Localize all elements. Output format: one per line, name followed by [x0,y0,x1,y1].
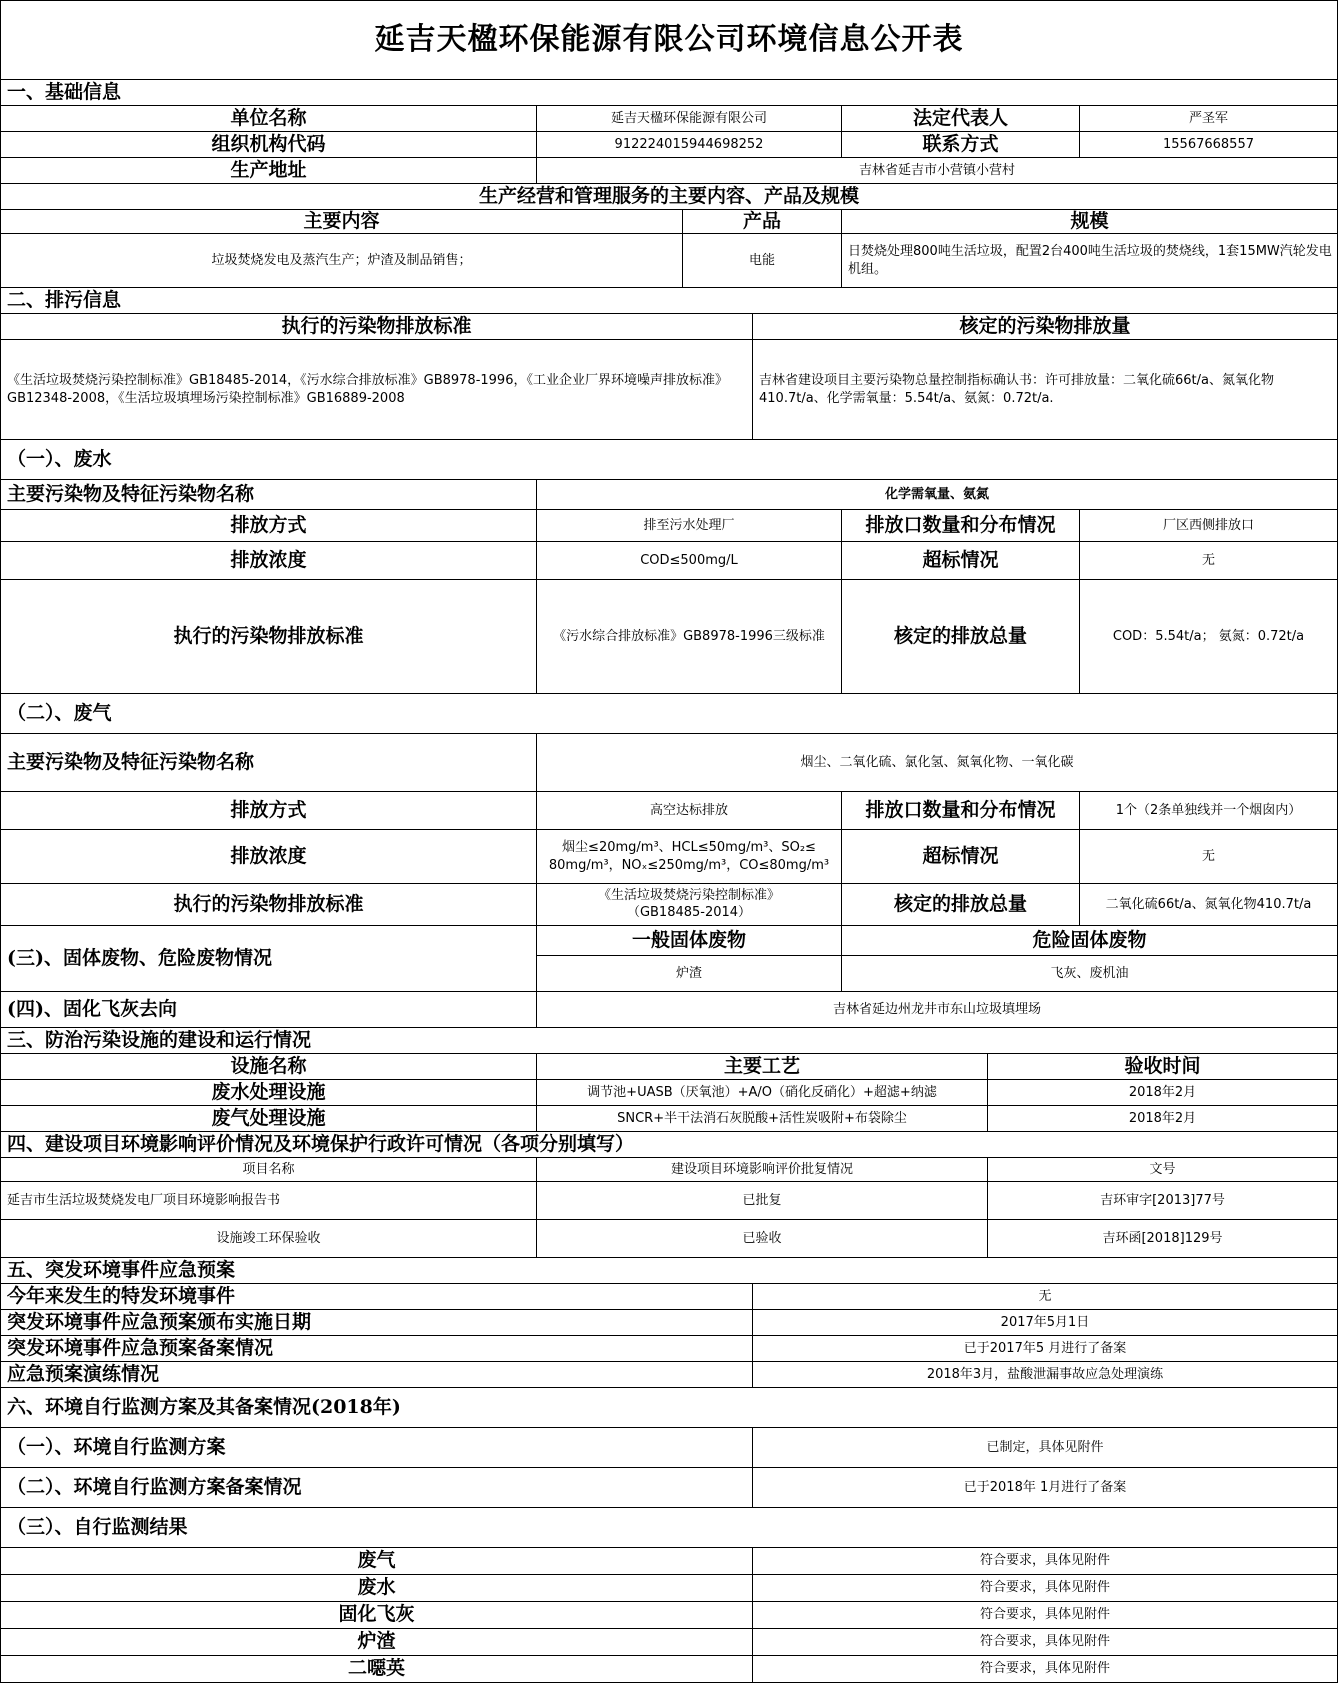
emission-std-label: 执行的污染物排放标准 [0,314,753,340]
wg-conc-value [537,830,842,884]
col-approval-status: 建设项目环境影响评价批复情况 [537,1158,988,1182]
section-basic-info: 一、基础信息 [0,80,1338,106]
emergency-label: 今年来发生的特发环境事件 [0,1284,753,1310]
emergency-label: 应急预案演练情况 [0,1362,753,1388]
section-emission-info: 二、排污信息 [0,288,1338,314]
wg-std-label: 执行的污染物排放标准 [0,884,537,926]
ww-std-label: 执行的污染物排放标准 [0,580,537,694]
col-main-content: 主要内容 [0,210,683,234]
result-label: 固化飞灰 [0,1602,753,1629]
emergency-label: 突发环境事件应急预案颁布实施日期 [0,1310,753,1336]
emergency-value: 2018年3月，盐酸泄漏事故应急处理演练 [753,1362,1338,1388]
wg-std-value [537,884,842,926]
result-label: 炉渣 [0,1629,753,1656]
contact-label: 联系方式 [842,132,1080,158]
hazard-waste-value: 飞灰、废机油 [842,956,1338,992]
facility-time: 2018年2月 [988,1106,1338,1132]
wg-pollutant-label: 主要污染物及特征污染物名称 [0,734,537,792]
ww-pollutant-value: 化学需氧量、氨氮 [537,480,1338,510]
eia-doc: 吉环函[2018]129号 [988,1220,1338,1258]
section-emergency: 五、突发环境事件应急预案 [0,1258,1338,1284]
wg-method-value: 高空达标排放 [537,792,842,830]
waste-gas-heading: （二）、废气 [0,694,1338,734]
result-value: 符合要求，具体见附件 [753,1629,1338,1656]
monitoring-filing-value: 已于2018年 1月进行了备案 [753,1468,1338,1508]
wg-std-line1: 《生活垃圾焚烧污染控制标准》 [597,888,780,904]
hazard-waste-label: 危险固体废物 [842,926,1338,956]
general-waste-label: 一般固体废物 [537,926,842,956]
eia-status: 已验收 [537,1220,988,1258]
wg-outlet-label: 排放口数量和分布情况 [842,792,1080,830]
wastewater-heading: （一）、废水 [0,440,1338,480]
product-value: 电能 [683,234,842,288]
col-document-no: 文号 [988,1158,1338,1182]
col-main-process: 主要工艺 [537,1054,988,1080]
emission-quota-value: 吉林省建设项目主要污染物总量控制指标确认书：许可排放量：二氧化硫66t/a、氮氧化物410.7t/a、化学需氧量：5.54t/a、氨氮：0.72t/a. [753,340,1338,440]
col-acceptance-time: 验收时间 [988,1054,1338,1080]
ww-conc-value: COD≤500mg/L [537,542,842,580]
eia-project: 延吉市生活垃圾焚烧发电厂项目环境影响报告书 [0,1182,537,1220]
ww-exceed-label: 超标情况 [842,542,1080,580]
col-facility-name: 设施名称 [0,1054,537,1080]
eia-project: 设施竣工环保验收 [0,1220,537,1258]
wg-total-value: 二氧化硫66t/a、氮氧化物410.7t/a [1080,884,1338,926]
wg-conc-line2: 80mg/m³，NOₓ≤250mg/m³，CO≤80mg/m³ [548,857,830,873]
monitoring-plan-value: 已制定，具体见附件 [753,1428,1338,1468]
result-value: 符合要求，具体见附件 [753,1602,1338,1629]
result-label: 废气 [0,1548,753,1575]
col-scale: 规模 [842,210,1338,234]
ww-outlet-value: 厂区西侧排放口 [1080,510,1338,542]
solid-waste-heading: (三)、固体废物、危险废物情况 [0,926,537,992]
legal-rep-value: 严圣军 [1080,106,1338,132]
facility-process: 调节池+UASB（厌氧池）+A/O（硝化反硝化）+超滤+纳滤 [537,1080,988,1106]
eia-status: 已批复 [537,1182,988,1220]
col-product: 产品 [683,210,842,234]
result-label: 废水 [0,1575,753,1602]
wg-conc-line1: 烟尘≤20mg/m³、HCL≤50mg/m³、SO₂≤ [562,839,816,855]
wg-exceed-value: 无 [1080,830,1338,884]
ww-exceed-value: 无 [1080,542,1338,580]
ww-method-label: 排放方式 [0,510,537,542]
facility-time: 2018年2月 [988,1080,1338,1106]
section-eia: 四、建设项目环境影响评价情况及环境保护行政许可情况（各项分别填写） [0,1132,1338,1158]
section-monitoring: 六、环境自行监测方案及其备案情况(2018年) [0,1388,1338,1428]
emergency-value: 已于2017年5 月进行了备案 [753,1336,1338,1362]
scale-value: 日焚烧处理800吨生活垃圾，配置2台400吨生活垃圾的焚烧线，1套15MW汽轮发电机组。 [842,234,1338,288]
emergency-value: 2017年5月1日 [753,1310,1338,1336]
monitoring-plan-label: （一）、环境自行监测方案 [0,1428,753,1468]
result-value: 符合要求，具体见附件 [753,1656,1338,1683]
ww-total-label: 核定的排放总量 [842,580,1080,694]
result-label: 二噁英 [0,1656,753,1683]
section-facilities: 三、防治污染设施的建设和运行情况 [0,1028,1338,1054]
wg-pollutant-value: 烟尘、二氧化硫、氯化氢、氮氧化物、一氧化碳 [537,734,1338,792]
facility-name: 废水处理设施 [0,1080,537,1106]
eia-doc: 吉环审字[2013]77号 [988,1182,1338,1220]
ww-total-value: COD：5.54t/a； 氨氮：0.72t/a [1080,580,1338,694]
contact-value: 15567668557 [1080,132,1338,158]
emission-quota-label: 核定的污染物排放量 [753,314,1338,340]
main-content-value: 垃圾焚烧发电及蒸汽生产；炉渣及制品销售； [0,234,683,288]
fly-ash-heading: (四)、固化飞灰去向 [0,992,537,1028]
wg-method-label: 排放方式 [0,792,537,830]
legal-rep-label: 法定代表人 [842,106,1080,132]
org-code-value: 912224015944698252 [537,132,842,158]
ww-method-value: 排至污水处理厂 [537,510,842,542]
col-project-name: 项目名称 [0,1158,537,1182]
emission-std-value: 《生活垃圾焚烧污染控制标准》GB18485-2014，《污水综合排放标准》GB8978-1996，《工业企业厂界环境噪声排放标准》GB12348-2008，《生活垃圾填埋场污染控制标准》GB16889-2008 [0,340,753,440]
wg-outlet-value: 1个（2条单独线并一个烟囱内） [1080,792,1338,830]
ww-pollutant-label: 主要污染物及特征污染物名称 [0,480,537,510]
wg-total-label: 核定的排放总量 [842,884,1080,926]
facility-name: 废气处理设施 [0,1106,537,1132]
result-value: 符合要求，具体见附件 [753,1548,1338,1575]
ww-std-value: 《污水综合排放标准》GB8978-1996三级标准 [537,580,842,694]
wg-conc-label: 排放浓度 [0,830,537,884]
emergency-value: 无 [753,1284,1338,1310]
business-heading: 生产经营和管理服务的主要内容、产品及规模 [0,184,1338,210]
fly-ash-value: 吉林省延边州龙井市东山垃圾填埋场 [537,992,1338,1028]
monitoring-filing-label: （二）、环境自行监测方案备案情况 [0,1468,753,1508]
facility-process: SNCR+半干法消石灰脱酸+活性炭吸附+布袋除尘 [537,1106,988,1132]
wg-std-line2: （GB18485-2014） [626,904,752,920]
address-value: 吉林省延吉市小营镇小营村 [537,158,1338,184]
unit-name-label: 单位名称 [0,106,537,132]
unit-name-value: 延吉天楹环保能源有限公司 [537,106,842,132]
page-title: 延吉天楹环保能源有限公司环境信息公开表 [0,0,1338,80]
ww-conc-label: 排放浓度 [0,542,537,580]
org-code-label: 组织机构代码 [0,132,537,158]
result-value: 符合要求，具体见附件 [753,1575,1338,1602]
general-waste-value: 炉渣 [537,956,842,992]
ww-outlet-label: 排放口数量和分布情况 [842,510,1080,542]
address-label: 生产地址 [0,158,537,184]
wg-exceed-label: 超标情况 [842,830,1080,884]
monitoring-result-heading: （三）、自行监测结果 [0,1508,1338,1548]
emergency-label: 突发环境事件应急预案备案情况 [0,1336,753,1362]
